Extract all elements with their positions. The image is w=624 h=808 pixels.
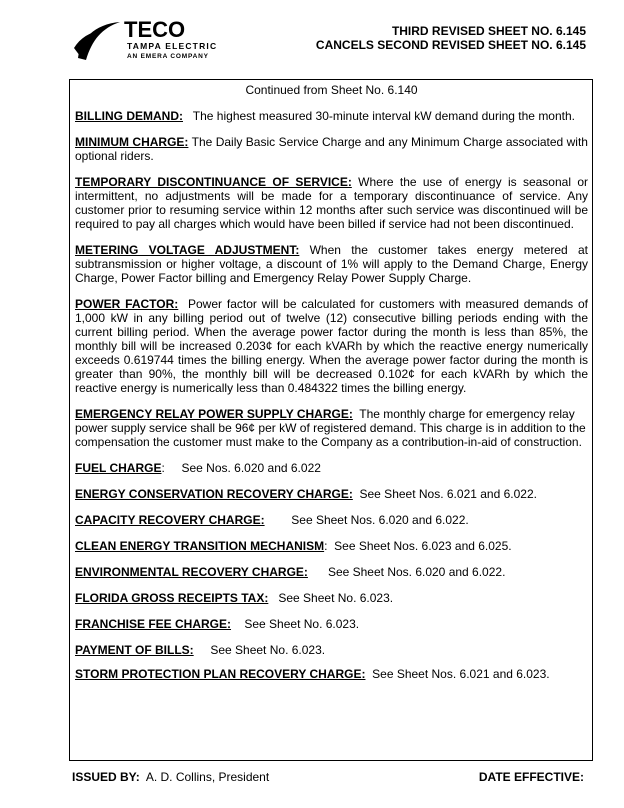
- section-heading: FLORIDA GROSS RECEIPTS TAX:: [75, 591, 269, 605]
- section-text: See Sheet No. 6.023.: [210, 643, 326, 657]
- section-text: The monthly charge for emergency relay power supply service shall be 96¢ per kW of registered demand. This charge is in addition to the compensation the customer must make to the Company as a contribution-in-aid of construction.: [75, 407, 586, 449]
- sheet-line-1: THIRD REVISED SHEET NO. 6.145: [391, 24, 586, 38]
- section-text: The Daily Basic Service Charge and any Minimum Charge associated with optional riders.: [75, 135, 588, 163]
- section-franchise-fee: [75, 617, 588, 631]
- section-text: Power factor will be calculated for customers with measured demands of 1,000 kW in any billing period out of twelve (12) consecutive billing periods ending with the current billing period. When the average power factor during the month is less than 85%, the monthly bill will be increased 0.203¢ for each kVARh by which the reactive energy numerically exceeds 0.619744 times the billing energy. When the average power factor during the month is greater than 90%, the monthly bill will be decreased 0.102¢ for each kVARh by which the reactive energy is numerically less than 0.484322 times the billing energy.: [75, 297, 588, 395]
- section-heading: BILLING DEMAND:: [75, 109, 183, 123]
- section-heading: STORM PROTECTION PLAN RECOVERY CHARGE:: [75, 667, 366, 681]
- section-payment-of-bills: [75, 643, 588, 657]
- sheet-line-2: CANCELS SECOND REVISED SHEET NO. 6.145: [315, 38, 586, 52]
- date-effective-label: DATE EFFECTIVE:: [478, 770, 584, 784]
- continued-note: Continued from Sheet No. 6.140: [245, 83, 418, 97]
- section-heading: FRANCHISE FEE CHARGE:: [75, 617, 232, 631]
- section-text: See Sheet Nos. 6.020 and 6.022.: [291, 513, 469, 527]
- teco-swoosh-icon: [72, 18, 124, 64]
- section-billing-demand: [75, 109, 588, 123]
- logo-name: TECO: [124, 17, 186, 42]
- section-heading: TEMPORARY DISCONTINUANCE OF SERVICE:: [75, 175, 352, 189]
- section-heading: METERING VOLTAGE ADJUSTMENT:: [75, 243, 300, 257]
- section-text: See Sheet Nos. 6.021 and 6.023.: [372, 667, 550, 681]
- section-florida-gross-receipts: [75, 591, 588, 605]
- section-heading: FUEL CHARGE: [75, 461, 162, 475]
- section-heading: MINIMUM CHARGE:: [75, 135, 189, 149]
- section-text: Where the use of energy is seasonal or intermittent, no adjustments will be made for a temporary discontinuance of service. Any customer prior to resuming service within 12 months after such service was discontinued will be required to pay all charges which would have been billed if service had not been discontinued.: [75, 175, 588, 231]
- logo-tagline: AN EMERA COMPANY: [127, 53, 209, 60]
- section-emergency-relay: [75, 407, 588, 449]
- section-text: See Nos. 6.020 and 6.022: [181, 461, 321, 475]
- tariff-content-box: [69, 79, 593, 761]
- section-heading: CLEAN ENERGY TRANSITION MECHANISM: [75, 539, 325, 553]
- sheet-identifier: [316, 24, 586, 52]
- section-text: See Sheet Nos. 6.023 and 6.025.: [334, 539, 512, 553]
- section-text: See Sheet Nos. 6.020 and 6.022.: [327, 565, 506, 579]
- teco-logo: [72, 18, 242, 64]
- section-fuel-charge: FUEL CHARGE: See Nos. 6.020 and 6.022: [75, 461, 321, 475]
- section-text: See Sheet No. 6.023.: [278, 591, 394, 605]
- issued-by-value: A. D. Collins, President: [145, 770, 270, 784]
- section-environmental-recovery: [75, 565, 588, 579]
- section-power-factor: [75, 297, 588, 395]
- section-text: When the customer takes energy metered at subtransmission or higher voltage, a discount of 1% will apply to the Demand Charge, Energy Charge, Power Factor billing and Emergency Relay Power Supply Charge.: [75, 243, 588, 285]
- section-heading: EMERGENCY RELAY POWER SUPPLY CHARGE:: [75, 407, 353, 421]
- section-heading: PAYMENT OF BILLS:: [75, 643, 194, 657]
- section-minimum-charge: [75, 135, 588, 163]
- logo-subtitle: TAMPA ELECTRIC: [127, 41, 218, 51]
- section-temporary-discontinuance: [75, 175, 588, 231]
- tariff-content: [75, 83, 588, 693]
- section-energy-conservation: [75, 487, 588, 501]
- section-heading: CAPACITY RECOVERY CHARGE:: [75, 513, 265, 527]
- section-storm-protection: [75, 667, 588, 681]
- section-text: See Sheet Nos. 6.021 and 6.022.: [359, 487, 537, 501]
- section-text: See Sheet No. 6.023.: [244, 617, 360, 631]
- section-clean-energy: CLEAN ENERGY TRANSITION MECHANISM: See Sheet Nos. 6.023 and 6.025.: [75, 539, 512, 553]
- section-metering-voltage: [75, 243, 588, 285]
- section-heading: ENVIRONMENTAL RECOVERY CHARGE:: [75, 565, 308, 579]
- issued-by: [72, 770, 269, 784]
- section-heading: ENERGY CONSERVATION RECOVERY CHARGE:: [75, 487, 353, 501]
- section-capacity-recovery: [75, 513, 588, 527]
- issued-by-label: ISSUED BY:: [72, 770, 140, 784]
- section-heading: POWER FACTOR:: [75, 297, 179, 311]
- section-text: The highest measured 30-minute interval kW demand during the month.: [192, 109, 575, 123]
